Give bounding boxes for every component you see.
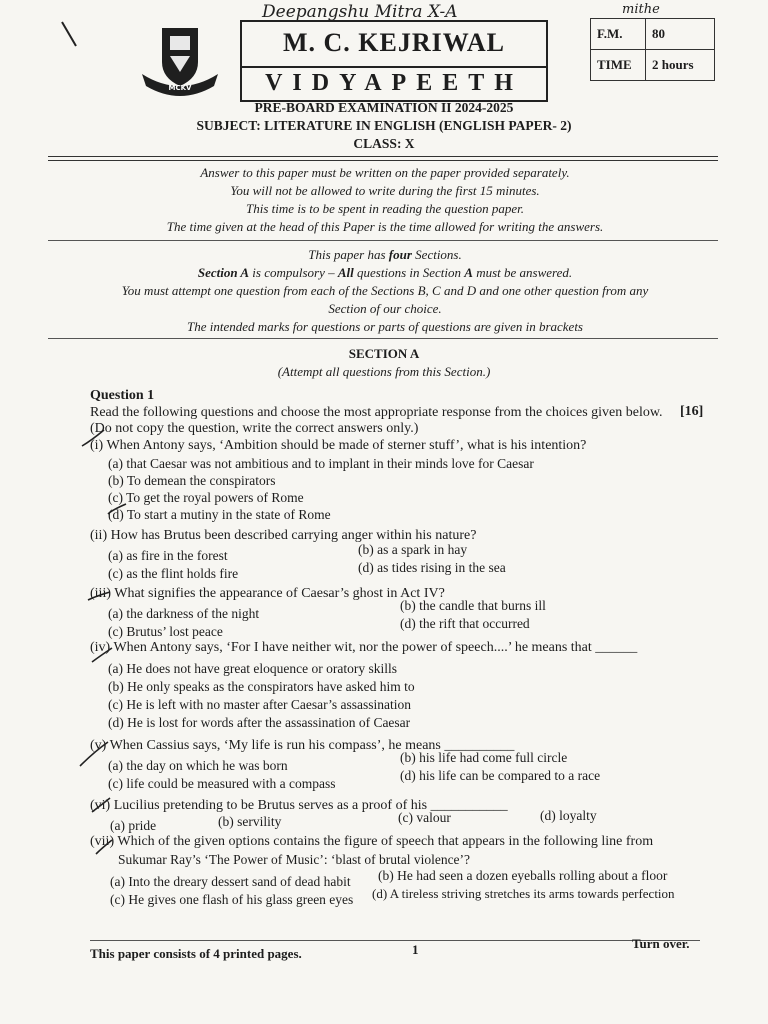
time-value: 2 hours xyxy=(646,50,715,81)
fm-value: 80 xyxy=(646,19,715,50)
q-vii-option-a: (a) Into the dreary dessert sand of dead habit xyxy=(110,874,351,889)
time-label: TIME xyxy=(591,50,646,81)
q-iv-option-d: (d) He is lost for words after the assassination of Caesar xyxy=(108,715,411,730)
q-vii-option-d: (d) A tireless striving stretches its arms towards perfection xyxy=(372,886,675,901)
q-iv-option-c: (c) He is left with no master after Caesar’s assassination xyxy=(108,697,412,712)
q-i-option-a: (a) that Caesar was not ambitious and to implant in their minds love for Caesar xyxy=(108,456,534,471)
section-subtitle: (Attempt all questions from this Section.) xyxy=(277,364,491,379)
q-ii-stem: (ii) How has Brutus been described carrying anger within his nature? xyxy=(90,528,477,543)
instruction-line: You will not be allowed to write during the first 15 minutes. xyxy=(230,183,540,198)
q-iv-option-b: (b) He only speaks as the conspirators have asked him to xyxy=(108,679,415,694)
exam-title: PRE-BOARD EXAMINATION II 2024-2025 xyxy=(254,100,514,115)
instruction-line: The time given at the head of this Paper is the time allowed for writing the answers. xyxy=(166,219,604,234)
q-ii-option-c: (c) as the flint holds fire xyxy=(108,566,239,581)
school-name-line2: VIDYAPEETH xyxy=(265,70,523,96)
q-iii-option-d: (d) the rift that occurred xyxy=(400,616,530,631)
question-title: Question 1 xyxy=(90,388,155,403)
q-iii-stem: (iii) What signifies the appearance of Caesar’s ghost in Act IV? xyxy=(90,586,445,601)
q-vii-stem-2: Sukumar Ray’s ‘The Power of Music’: ‘blast of brutal violence’? xyxy=(118,852,471,867)
instruction-line: The intended marks for questions or parts of questions are given in brackets xyxy=(187,319,583,334)
q-ii-option-d: (d) as tides rising in the sea xyxy=(358,560,506,575)
q-ii-option-a: (a) as fire in the forest xyxy=(108,548,228,563)
instruction-line: This time is to be spent in reading the question paper. xyxy=(246,201,524,216)
q-iv-stem: (iv) When Antony says, ‘For I have neither wit, nor the power of speech....’ he means that ______ xyxy=(90,640,638,655)
q-vi-option-a: (a) pride xyxy=(110,818,157,833)
q-vi-option-d: (d) loyalty xyxy=(540,808,597,823)
school-name-box xyxy=(240,20,548,102)
q-i-stem: (i) When Antony says, ‘Ambition should be made of sterner stuff’, what is his intention? xyxy=(90,438,587,453)
q-vii-option-c: (c) He gives one flash of his glass green eyes xyxy=(110,892,354,907)
school-name-line1: M. C. KEJRIWAL xyxy=(282,28,505,57)
q-i-option-b: (b) To demean the conspirators xyxy=(108,473,276,488)
q-vii-stem-1: (vii) Which of the given options contains the figure of speech that appears in the following line from xyxy=(90,834,654,849)
q-iv-option-a: (a) He does not have great eloquence or oratory skills xyxy=(108,661,398,676)
subject-title: SUBJECT: LITERATURE IN ENGLISH (ENGLISH PAPER- 2) xyxy=(196,118,572,133)
q-iii-option-b: (b) the candle that burns ill xyxy=(400,598,546,613)
handwritten-student-name: Deepangshu Mitra X-A xyxy=(262,2,458,22)
footer-turn-over: Turn over. xyxy=(632,936,690,951)
handwritten-note: mithe xyxy=(622,2,660,17)
marks-time-table xyxy=(590,18,715,81)
q-ii-option-b: (b) as a spark in hay xyxy=(358,542,468,557)
instructions-block-1 xyxy=(80,164,690,236)
question-intro: Read the following questions and choose the most appropriate response from the choices given below. xyxy=(90,405,663,420)
question-marks: [16] xyxy=(680,404,704,419)
q-i-option-d: (d) To start a mutiny in the state of Rome xyxy=(108,507,331,522)
fm-label: F.M. xyxy=(591,19,646,50)
instruction-line: Section A is compulsory – All questions in Section A must be answered. xyxy=(197,265,573,280)
instruction-line: Section of our choice. xyxy=(328,301,442,316)
q-v-option-b: (b) his life had come full circle xyxy=(400,750,568,765)
q-v-option-d: (d) his life can be compared to a race xyxy=(400,768,601,783)
q-vi-stem: (vi) Lucilius pretending to be Brutus serves as a proof of his ___________ xyxy=(90,798,508,813)
pen-mark xyxy=(60,20,80,50)
q-i-option-c: (c) To get the royal powers of Rome xyxy=(108,490,304,505)
question-note: (Do not copy the question, write the correct answers only.) xyxy=(90,421,419,436)
q-iii-option-c: (c) Brutus’ lost peace xyxy=(108,624,223,639)
instruction-line: This paper has four Sections. xyxy=(308,247,462,262)
instructions-block-2 xyxy=(80,246,690,336)
q-v-stem: (v) When Cassius says, ‘My life is run his compass’, he means __________ xyxy=(90,738,515,753)
footer-page-count: This paper consists of 4 printed pages. xyxy=(90,946,302,961)
instruction-line: Answer to this paper must be written on the paper provided separately. xyxy=(200,165,570,180)
q-vii-option-b: (b) He had seen a dozen eyeballs rolling about a floor xyxy=(378,868,668,883)
footer-page-number: 1 xyxy=(412,942,419,957)
school-crest-logo xyxy=(140,22,220,98)
section-title: SECTION A xyxy=(348,346,420,361)
q-iii-option-a: (a) the darkness of the night xyxy=(108,606,260,621)
q-v-option-a: (a) the day on which he was born xyxy=(108,758,288,773)
q-v-option-c: (c) life could be measured with a compass xyxy=(108,776,336,791)
instruction-line: You must attempt one question from each of the Sections B, C and D and one other question from any xyxy=(121,283,649,298)
q-vi-option-c: (c) valour xyxy=(398,810,451,825)
q-vi-option-b: (b) servility xyxy=(218,814,282,829)
crest-text: MCKV xyxy=(168,84,192,92)
class-title: CLASS: X xyxy=(353,136,415,151)
